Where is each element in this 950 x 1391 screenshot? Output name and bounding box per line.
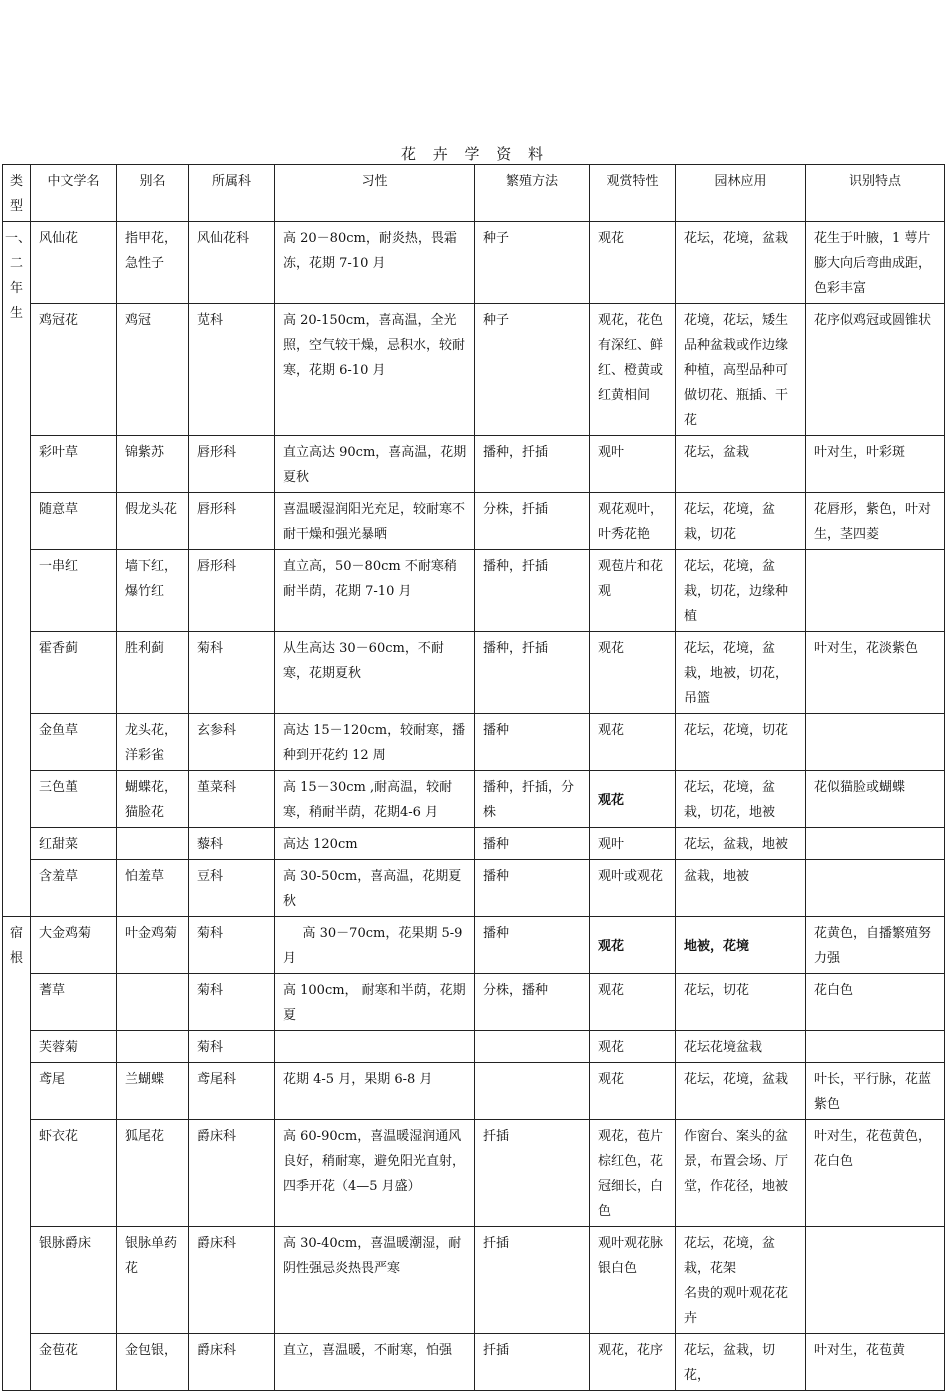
cell-propagation (475, 1063, 590, 1120)
table-row (3, 974, 945, 1031)
cell-features (806, 550, 945, 632)
cell-habit: 高 30-50cm，喜高温，花期夏秋 (275, 860, 475, 917)
cell-habit: 高 30－70cm，花果期 5-9 月 (275, 917, 475, 974)
cell-family: 苋科 (189, 304, 275, 436)
cell-ornamental: 观花 (590, 771, 676, 828)
cell-ornamental: 观花 (590, 917, 676, 974)
cell-habit: 喜温暖湿润阳光充足，较耐寒不耐干燥和强光暴晒 (275, 493, 475, 550)
table-row (3, 1120, 945, 1227)
table-row (3, 860, 945, 917)
cell-name: 彩叶草 (31, 436, 117, 493)
flower-table (2, 164, 945, 1391)
cell-features (806, 860, 945, 917)
cell-habit: 高 20-150cm，喜高温，全光照，空气较干燥，忌积水，较耐寒，花期 6-10 月 (275, 304, 475, 436)
cell-habit: 直立高，50－80cm 不耐寒稍耐半荫，花期 7-10 月 (275, 550, 475, 632)
table-row (3, 493, 945, 550)
cell-features: 花黄色，自播繁殖努力强 (806, 917, 945, 974)
cell-features: 花唇形，紫色，叶对生，茎四菱 (806, 493, 945, 550)
cell-ornamental: 观叶或观花 (590, 860, 676, 917)
type-cell: 宿根 (3, 917, 31, 1391)
cell-application: 盆栽，地被 (676, 860, 806, 917)
table-row (3, 828, 945, 860)
cell-alias: 指甲花，急性子 (117, 222, 189, 304)
cell-family: 爵床科 (189, 1120, 275, 1227)
cell-alias: 假龙头花 (117, 493, 189, 550)
cell-family: 鸢尾科 (189, 1063, 275, 1120)
cell-propagation (475, 1031, 590, 1063)
cell-family: 菊科 (189, 1031, 275, 1063)
cell-application: 花境，花坛，矮生品种盆栽或作边缘种植，高型品种可做切花、瓶插、干花 (676, 304, 806, 436)
cell-alias: 兰蝴蝶 (117, 1063, 189, 1120)
cell-habit (275, 1031, 475, 1063)
table-row (3, 222, 945, 304)
cell-alias: 胜利蓟 (117, 632, 189, 714)
cell-ornamental: 观花 (590, 714, 676, 771)
table-row (3, 632, 945, 714)
cell-application: 花坛，花境，盆栽，切花，边缘种植 (676, 550, 806, 632)
header-application: 园林应用 (676, 165, 806, 222)
cell-alias: 锦紫苏 (117, 436, 189, 493)
cell-family: 堇菜科 (189, 771, 275, 828)
cell-features: 叶对生，花苞黄色，花白色 (806, 1120, 945, 1227)
cell-habit: 从生高达 30－60cm，不耐寒，花期夏秋 (275, 632, 475, 714)
cell-habit: 高 60-90cm，喜温暖湿润通风良好，稍耐寒，避免阳光直射，四季开花（4—5 月盛） (275, 1120, 475, 1227)
cell-family: 菊科 (189, 917, 275, 974)
cell-alias (117, 828, 189, 860)
cell-ornamental: 观叶 (590, 436, 676, 493)
cell-application-note: 名贵的观叶观花花卉 (684, 1286, 789, 1326)
cell-features: 叶长，平行脉，花蓝紫色 (806, 1063, 945, 1120)
cell-propagation: 播种，扦插 (475, 550, 590, 632)
cell-propagation: 扦插 (475, 1120, 590, 1227)
cell-habit: 高达 15－120cm，较耐寒，播种到开花约 12 周 (275, 714, 475, 771)
cell-name: 鸢尾 (31, 1063, 117, 1120)
cell-propagation: 种子 (475, 222, 590, 304)
cell-ornamental: 观苞片和花观 (590, 550, 676, 632)
cell-habit: 花期 4-5 月，果期 6-8 月 (275, 1063, 475, 1120)
cell-name: 一串红 (31, 550, 117, 632)
cell-application: 花坛花境盆栽 (676, 1031, 806, 1063)
type-cell: 一、二年生 (3, 222, 31, 917)
cell-habit: 直立，喜温暖，不耐寒，怕强 (275, 1334, 475, 1391)
cell-ornamental: 观花 (590, 222, 676, 304)
cell-alias: 银脉单药花 (117, 1227, 189, 1334)
cell-features (806, 828, 945, 860)
cell-family: 菊科 (189, 632, 275, 714)
cell-features (806, 1031, 945, 1063)
cell-family: 豆科 (189, 860, 275, 917)
cell-name: 随意草 (31, 493, 117, 550)
cell-application: 花坛，花境，盆栽 (676, 222, 806, 304)
table-row (3, 917, 945, 974)
header-propagation: 繁殖方法 (475, 165, 590, 222)
table-row (3, 771, 945, 828)
cell-application: 花坛，盆栽，切花， (676, 1334, 806, 1391)
cell-ornamental: 观花，花色有深红、鲜红、橙黄或红黄相间 (590, 304, 676, 436)
cell-propagation: 播种，扦插，分株 (475, 771, 590, 828)
cell-propagation: 扦插 (475, 1334, 590, 1391)
header-family: 所属科 (189, 165, 275, 222)
cell-ornamental: 观花，苞片棕红色，花冠细长，白色 (590, 1120, 676, 1227)
header-ornamental: 观赏特性 (590, 165, 676, 222)
cell-propagation: 分株，扦插 (475, 493, 590, 550)
cell-propagation: 播种，扦插 (475, 632, 590, 714)
cell-family: 藜科 (189, 828, 275, 860)
cell-name: 芙蓉菊 (31, 1031, 117, 1063)
cell-habit: 高 100cm， 耐寒和半荫，花期夏 (275, 974, 475, 1031)
cell-family: 菊科 (189, 974, 275, 1031)
cell-name: 鸡冠花 (31, 304, 117, 436)
cell-features: 花序似鸡冠或圆锥状 (806, 304, 945, 436)
cell-application: 花坛，花境，盆栽，切花，地被 (676, 771, 806, 828)
cell-ornamental: 观花 (590, 632, 676, 714)
cell-habit: 高 30-40cm，喜温暖潮湿，耐阴性强忌炎热畏严寒 (275, 1227, 475, 1334)
cell-habit: 直立高达 90cm，喜高温，花期夏秋 (275, 436, 475, 493)
table-row (3, 550, 945, 632)
cell-features: 花似猫脸或蝴蝶 (806, 771, 945, 828)
cell-habit: 高达 120cm (275, 828, 475, 860)
cell-alias: 蝴蝶花，猫脸花 (117, 771, 189, 828)
table-row (3, 304, 945, 436)
cell-ornamental: 观叶观花脉银白色 (590, 1227, 676, 1334)
cell-alias (117, 1031, 189, 1063)
cell-ornamental: 观叶 (590, 828, 676, 860)
header-features: 识别特点 (806, 165, 945, 222)
cell-name: 金苞花 (31, 1334, 117, 1391)
table-row (3, 1031, 945, 1063)
cell-alias: 墙下红，爆竹红 (117, 550, 189, 632)
cell-propagation: 扦插 (475, 1227, 590, 1334)
cell-application-group (676, 1227, 806, 1334)
cell-family: 唇形科 (189, 493, 275, 550)
cell-propagation: 播种 (475, 860, 590, 917)
cell-ornamental: 观花 (590, 974, 676, 1031)
cell-propagation: 播种 (475, 917, 590, 974)
cell-propagation: 播种 (475, 714, 590, 771)
cell-application: 花坛，花境，盆栽 (676, 1063, 806, 1120)
cell-application: 花坛，花境，盆栽，切花 (676, 493, 806, 550)
cell-alias: 鸡冠 (117, 304, 189, 436)
cell-application: 花坛，花境，盆栽，地被，切花，吊篮 (676, 632, 806, 714)
header-type: 类型 (3, 165, 31, 222)
table-row (3, 714, 945, 771)
cell-application: 花坛，切花 (676, 974, 806, 1031)
cell-ornamental: 观花 (590, 1063, 676, 1120)
cell-name: 含羞草 (31, 860, 117, 917)
cell-habit: 高 15－30cm ,耐高温，较耐寒，稍耐半荫，花期4-6 月 (275, 771, 475, 828)
cell-family: 爵床科 (189, 1334, 275, 1391)
cell-features: 叶对生，叶彩斑 (806, 436, 945, 493)
header-alias: 别名 (117, 165, 189, 222)
cell-name: 虾衣花 (31, 1120, 117, 1227)
cell-family: 风仙花科 (189, 222, 275, 304)
cell-propagation: 种子 (475, 304, 590, 436)
cell-propagation: 播种 (475, 828, 590, 860)
cell-alias (117, 974, 189, 1031)
cell-alias: 狐尾花 (117, 1120, 189, 1227)
cell-alias: 怕羞草 (117, 860, 189, 917)
cell-application: 作窗台、案头的盆景，布置会场、厅堂，作花径，地被 (676, 1120, 806, 1227)
table-row (3, 436, 945, 493)
cell-alias: 龙头花，洋彩雀 (117, 714, 189, 771)
table-row (3, 1063, 945, 1120)
cell-habit: 高 20－80cm，耐炎热，畏霜冻，花期 7-10 月 (275, 222, 475, 304)
cell-ornamental: 观花，花序 (590, 1334, 676, 1391)
cell-name: 银脉爵床 (31, 1227, 117, 1334)
cell-name: 金鱼草 (31, 714, 117, 771)
cell-family: 爵床科 (189, 1227, 275, 1334)
cell-family: 唇形科 (189, 436, 275, 493)
cell-application: 花坛，盆栽，地被 (676, 828, 806, 860)
cell-family: 玄参科 (189, 714, 275, 771)
cell-propagation: 播种，扦插 (475, 436, 590, 493)
header-habit: 习性 (275, 165, 475, 222)
cell-features: 叶对生，花苞黄 (806, 1334, 945, 1391)
table-row (3, 1334, 945, 1391)
page-title: 花 卉 学 资 料 (400, 145, 550, 163)
header-row (3, 165, 945, 222)
table-body (3, 222, 945, 1391)
header-name: 中文学名 (31, 165, 117, 222)
cell-features: 花白色 (806, 974, 945, 1031)
cell-alias: 金包银， (117, 1334, 189, 1391)
cell-application: 地被，花境 (676, 917, 806, 974)
cell-name: 三色堇 (31, 771, 117, 828)
table-row (3, 1227, 945, 1334)
cell-ornamental: 观花观叶，叶秀花艳 (590, 493, 676, 550)
cell-alias: 叶金鸡菊 (117, 917, 189, 974)
cell-features (806, 1227, 945, 1334)
cell-application: 花坛，盆栽 (676, 436, 806, 493)
cell-application: 花坛，花境，盆栽，花架 (684, 1236, 776, 1276)
cell-features: 花生于叶腋，1 萼片膨大向后弯曲成距，色彩丰富 (806, 222, 945, 304)
cell-name: 风仙花 (31, 222, 117, 304)
cell-propagation: 分株，播种 (475, 974, 590, 1031)
cell-features: 叶对生，花淡紫色 (806, 632, 945, 714)
cell-family: 唇形科 (189, 550, 275, 632)
cell-ornamental: 观花 (590, 1031, 676, 1063)
cell-name: 大金鸡菊 (31, 917, 117, 974)
cell-features (806, 714, 945, 771)
cell-name: 红甜菜 (31, 828, 117, 860)
cell-application: 花坛，花境，切花 (676, 714, 806, 771)
cell-name: 霍香蓟 (31, 632, 117, 714)
cell-name: 蓍草 (31, 974, 117, 1031)
